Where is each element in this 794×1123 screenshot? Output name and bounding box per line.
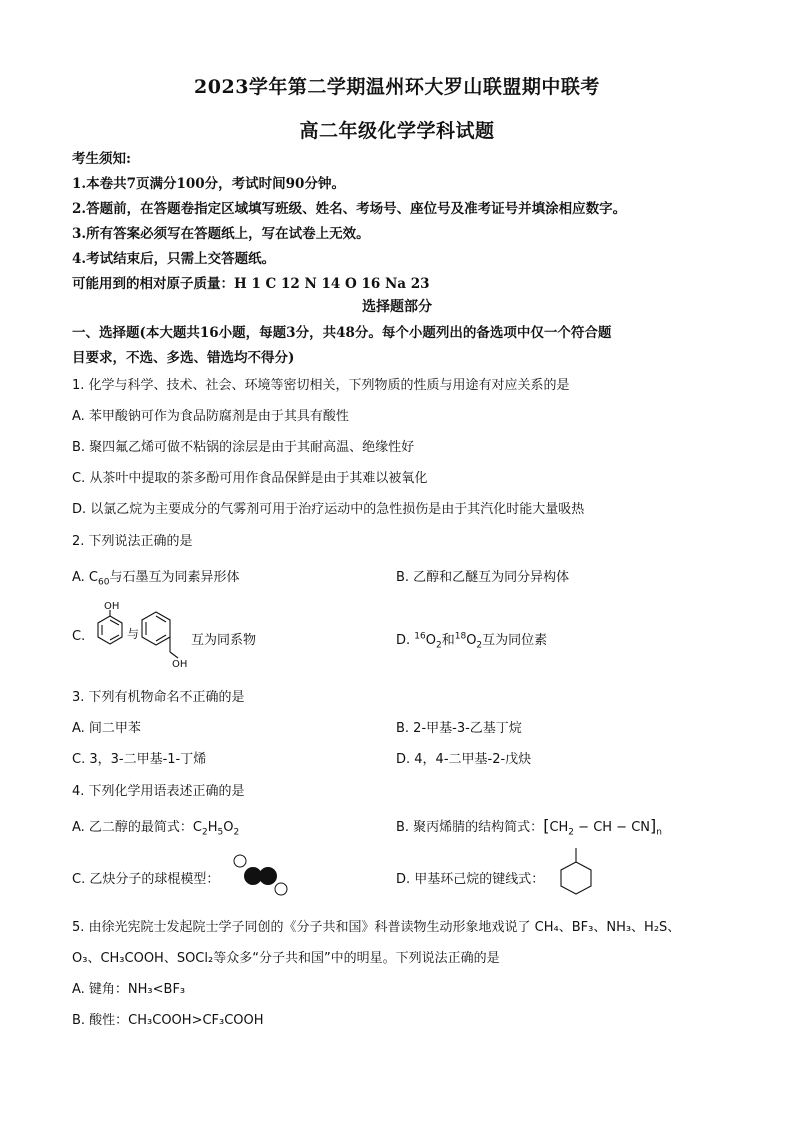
benzyl-oh-label: OH xyxy=(172,659,188,670)
q2-d-o2: O xyxy=(466,633,477,648)
q3-option-c: C. 3，3-二甲基-1-丁烯 xyxy=(72,752,207,767)
q4-a-prefix: A. 乙二醇的最简式：C xyxy=(72,820,203,835)
q2-d-text: 互为同位素 xyxy=(482,633,548,648)
q2-d-sub2: 2 xyxy=(476,640,483,651)
q2-a-text: 与石墨互为同素异形体 xyxy=(109,570,240,585)
exam-title: 2023学年第二学期温州环大罗山联盟期中联考 xyxy=(194,76,600,98)
acetylene-ball-stick-model xyxy=(230,852,292,898)
q2-option-d xyxy=(396,629,547,651)
q4-b-ch: CH xyxy=(549,820,569,835)
section-instruction-1: 一、选择题(本大题共16小题，每题3分，共48分。每个小题列出的备选项中仅一个符合题 xyxy=(72,325,612,341)
atomic-masses: 可能用到的相对原子质量：H 1 C 12 N 14 O 16 Na 23 xyxy=(72,276,430,292)
q1-option-a: A. 苯甲酸钠可作为食品防腐剂是由于其具有酸性 xyxy=(72,409,349,424)
notice-item-2: 2.答题前，在答题卷指定区域填写班级、姓名、考场号、座位号及准考证号并填涂相应数字。 xyxy=(72,201,627,217)
section-instruction-2: 目要求，不选、多选、错选均不得分) xyxy=(72,350,295,366)
q4-a-s2: 5 xyxy=(217,827,224,838)
q2-d-o1: O xyxy=(425,633,436,648)
q4-b-n: n xyxy=(656,827,662,838)
q2-c-text: 互为同系物 xyxy=(191,633,257,648)
q1-option-c: C. 从茶叶中提取的茶多酚可用作食品保鲜是由于其难以被氧化 xyxy=(72,471,428,486)
q2-d-mass-18: 18 xyxy=(454,631,467,642)
q3-stem: 3. 下列有机物命名不正确的是 xyxy=(72,690,245,705)
q2-d-mass-16: 16 xyxy=(414,631,426,642)
q5-option-b: B. 酸性：CH₃COOH>CF₃COOH xyxy=(72,1013,264,1028)
notice-heading: 考生须知: xyxy=(72,151,131,167)
methylcyclohexane-skeletal xyxy=(555,846,597,898)
q3-option-d: D. 4，4-二甲基-2-戊炔 xyxy=(396,752,532,767)
q2-stem: 2. 下列说法正确的是 xyxy=(72,534,193,549)
q4-a-o: O xyxy=(223,820,234,835)
q2-option-b: B. 乙醇和乙醚互为同分异构体 xyxy=(396,570,570,585)
q2-a-prefix: A. C xyxy=(72,570,99,585)
q4-b-sub: 2 xyxy=(568,827,575,838)
q2-d-and: 和 xyxy=(441,633,455,648)
notice-item-1: 1.本卷共7页满分100分，考试时间90分钟。 xyxy=(72,176,345,192)
q5-line-1: 5. 由徐光宪院士发起院士学子同创的《分子共和国》科普读物生动形象地戏说了 CH₄、BF₃、NH₃、H₂S、 xyxy=(72,920,681,935)
notice-item-3: 3.所有答案必须写在答题纸上，写在试卷上无效。 xyxy=(72,226,370,242)
q5-option-a: A. 键角：NH₃<BF₃ xyxy=(72,982,186,997)
notice-item-4: 4.考试结束后，只需上交答题纸。 xyxy=(72,251,276,267)
q1-option-b: B. 聚四氟乙烯可做不粘锅的涂层是由于其耐高温、绝缘性好 xyxy=(72,440,415,455)
q5-line-2: O₃、CH₃COOH、SOCl₂等众多“分子共和国”中的明星。下列说法正确的是 xyxy=(72,951,500,966)
q2-c-label: C. xyxy=(72,629,86,644)
q4-b-prefix: B. 聚丙烯腈的结构简式： xyxy=(396,820,544,835)
q2-a-sub: 60 xyxy=(98,577,110,588)
q4-b-rest: − CH − CN xyxy=(574,820,650,835)
q4-b-close-bracket: ] xyxy=(650,816,657,835)
hydrogen-atom-1 xyxy=(234,855,246,867)
q4-b-open-bracket: [ xyxy=(543,816,550,835)
q4-option-c: C. 乙炔分子的球棍模型： xyxy=(72,872,220,887)
q1-stem: 1. 化学与科学、技术、社会、环境等密切相关，下列物质的性质与用途有对应关系的是 xyxy=(72,378,570,393)
q4-option-b xyxy=(396,816,662,838)
q2-d-label: D. xyxy=(396,633,411,648)
hydrogen-atom-2 xyxy=(275,883,287,895)
q4-option-d: D. 甲基环己烷的键线式： xyxy=(396,872,545,887)
q4-a-s1: 2 xyxy=(202,827,208,838)
section-name: 选择题部分 xyxy=(362,299,432,315)
q2-d-sub1: 2 xyxy=(435,640,442,651)
carbon-atom-2 xyxy=(259,867,277,885)
q4-option-a xyxy=(72,816,239,838)
q2-c-structures xyxy=(88,600,188,672)
phenol-oh-label: OH xyxy=(104,601,120,612)
q1-option-d: D. 以氯乙烷为主要成分的气雾剂可用于治疗运动中的急性损伤是由于其汽化时能大量吸热 xyxy=(72,502,585,517)
q4-a-s3: 2 xyxy=(233,827,240,838)
q2-option-a xyxy=(72,566,239,588)
exam-subtitle: 高二年级化学学科试题 xyxy=(299,120,495,142)
benzyl-alcohol-structure xyxy=(142,612,178,658)
q2-c-and: 与 xyxy=(127,627,140,641)
q4-a-h: H xyxy=(207,820,218,835)
q3-option-b: B. 2-甲基-3-乙基丁烷 xyxy=(396,721,522,736)
phenol-structure xyxy=(98,610,122,644)
q3-option-a: A. 间二甲苯 xyxy=(72,721,141,736)
q4-stem: 4. 下列化学用语表述正确的是 xyxy=(72,784,245,799)
